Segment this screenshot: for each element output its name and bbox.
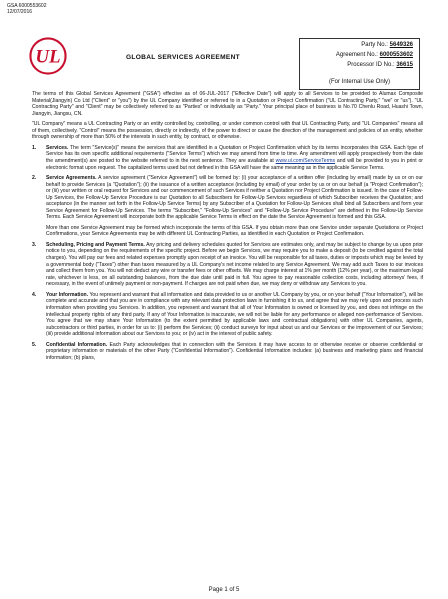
section-services <box>32 145 423 171</box>
section-text: The term "Service(s)" means the services that are identified in a Quotation or Project Confirmation which by its terms incorporates this GSA. Each type of Service has its own specific additional requirements ("Service Terms") which we may amend from time to time. Any amendment will apply prospectively from the date the amendment(s) are posted to the website referred to in the next sentence. They are available at <box>46 144 423 164</box>
agreement-body <box>32 91 423 365</box>
gsa-code: GSA 6000553602 <box>7 3 47 9</box>
section-confidential-information <box>32 342 423 362</box>
section-number: 2. <box>32 174 37 181</box>
reference-box <box>299 38 420 90</box>
section-number: 1. <box>32 144 37 151</box>
section-heading: Service Agreements. <box>46 174 97 181</box>
document-title: GLOBAL SERVICES AGREEMENT <box>126 54 240 61</box>
intro-paragraph: The terms of this Global Services Agreement ("GSA") effective as of 06-JUL-2017 ("Effective Date") will apply to all Services to be provided to Alumax Composite Material(Jiangyin) Co Ltd ("Client" or "you") by the UL Company identified or referred to in a Quotation or Project Confirmation ("UL Contracting Party," "we" or "us"). "UL Contracting Party" and "Client" may be collectively referred to as "Parties" or individually as "Party." Your principal place of business is No.70 Chenlu Road, Huashi Town, Jiangyin, Jiangsu, CN. <box>32 91 423 117</box>
processor-value: 36615 <box>396 62 413 68</box>
section-text: Each Party acknowledges that in connection with the Services it may have access to or otherwise receive or observe confidential or proprietary information or materials of the other Party ("Confidential Information"). Confidential Information includes: (a) business and marketing plans and financial information; (b) plans, <box>46 341 423 361</box>
gsa-date: 12/07/2016 <box>7 9 33 15</box>
agreement-value: 6000553602 <box>379 52 413 58</box>
document-header-code <box>7 3 46 15</box>
processor-label: Processor ID No.: <box>347 62 395 68</box>
section-heading: Confidential Information. <box>46 341 108 348</box>
section-service-agreements <box>32 175 423 238</box>
party-label: Party No.: <box>361 42 388 48</box>
section-number: 3. <box>32 241 37 248</box>
internal-use-note: (For Internal Use Only) <box>328 79 391 85</box>
section-text: A service agreement ("Service Agreement") will be formed by: (i) your acceptance of a written offer (including by email) made by us or on our behalf to provide Services (a "Quotation"); (ii) the issuance of a written acceptance (including by email) of your order by us or on our behalf (a "Project Confirmation"); or (iii) your written or oral request for Services and our commencement of such Services if neither a Quotation nor Project Confirmation is issued. In the case of Follow-Up Services, the Follow-Up Service Procedure is our Quotation to all Subscribers for Follow-Up Services regardless of which Subscriber receives the Quotation; and acceptance (in the manner set forth in the Follow-Up Service Terms) by any Subscriber of a Quotation for Follow-Up Services shall bind all Subscribers and form your Service Agreement for Follow-Up Services. The terms "Subscriber," "Follow-Up Services" and "Follow-Up Service Procedure" are defined in the Follow-Up Service Terms. Each Service Agreement will incorporate both the applicable Service Terms in effect on the date the Service Agreement is formed and this GSA. <box>46 174 423 221</box>
section-subparagraph: More than one Service Agreement may be formed which incorporate the terms of this GSA. If you obtain more than one Service under separate Quotations or Project Confirmations, your Service Agreements may be with different UL Contracting Parties, as identified in each Quotation or Project Confirmation. <box>46 224 423 238</box>
agreement-row <box>300 52 413 59</box>
page-number: Page 1 of 5 <box>208 587 240 593</box>
section-heading: Scheduling, Pricing and Payment Terms. <box>46 241 145 248</box>
section-scheduling-pricing <box>32 242 423 288</box>
party-row <box>300 42 413 49</box>
section-your-information <box>32 292 423 338</box>
ul-logo-icon <box>29 37 67 75</box>
service-terms-link[interactable]: www.ul.com/ServiceTerms <box>275 157 336 164</box>
party-value: 5649326 <box>389 42 413 48</box>
section-number: 5. <box>32 341 37 348</box>
section-text-continued: and will be provided to you in print or electronic format upon request. The capitalized terms used but not defined in this GSA will have the same meaning as in the applicable Service Terms. <box>46 157 423 171</box>
definition-paragraph: "UL Company" means a UL Contracting Party or an entity controlled by, controlling, or under common control with that UL Contracting Party, and "UL Companies" means all of them, collectively. "Control" means the possession, directly or indirectly, of the power to direct or cause the direction of the management and policies of an entity, whether through ownership of more than 50% of the interests in such entity, by contract, or otherwise. <box>32 121 423 141</box>
section-heading: Your Information. <box>46 291 89 298</box>
agreement-label: Agreement No.: <box>335 52 378 58</box>
section-text: Any pricing and delivery schedules quoted for Services are estimates only, and may be subject to change by us upon prior notice to you, depending on the requirements of the specific project. Before we begin Services, we may require you to make a deposit (to be credited against the total charges). You will pay our fees and related expenses promptly upon receipt of an invoice. You will be responsible for all taxes, duties or imposts which may be levied by a governmental body ("Taxes") other than taxes measured by a UL Company's net income related to any Service Agreement. We may add such Taxes to our invoices and collect them from you. You will not deduct any wire or transfer fees or other offsets. We may charge interest at 1% per month (12% per year), or the maximum legal rate, whichever is less, on all outstanding balances, from the due date until paid in full. You agree to pay reasonable collection costs, including attorneys' fees, if necessary, in the event of untimely payment or non-payment. If charges are not paid when due, we may deny or withdraw any Services to you. <box>46 241 423 288</box>
section-heading: Services. <box>46 144 69 151</box>
processor-row <box>300 62 413 69</box>
logo-text: UL <box>35 46 61 68</box>
section-number: 4. <box>32 291 37 298</box>
section-text: You represent and warrant that all information and data provided to us or another UL Company by you, or on your behalf ("Your Information"), will be complete and accurate and that you are in compliance with any relevant data protection laws in furnishing it to us, and agree that we may rely upon and process such information when providing you Services. In addition, you represent and warrant that all of Your Information is owned or licensed by you, and does not infringe on the intellectual property rights of any third party. If any of Your Information is inaccurate, we will not be liable for any performance or alleged non-performance of Services. You agree that we may share Your Information (to the extent permitted by applicable laws and contractual obligations) with other UL Companies, agents, subcontractors or third parties, in order for us to: (i) perform the Services; (ii) conduct surveys for input about us and our Services or the improvement of our Services; (iii) provide additional information about our Services to you; or (iv) act in the interest of public safety. <box>46 291 424 338</box>
